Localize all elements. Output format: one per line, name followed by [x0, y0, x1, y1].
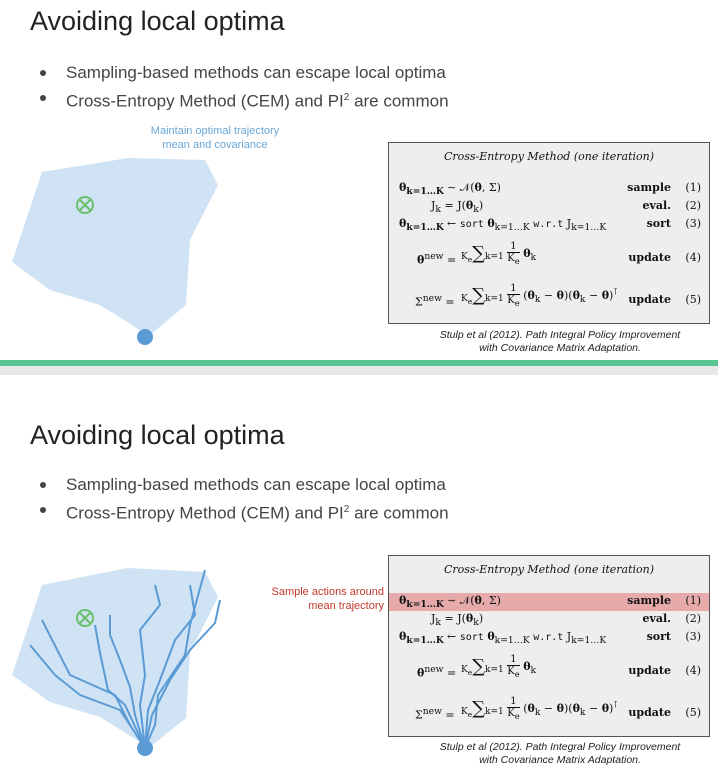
algorithm-step: $\theta_{k=1\dots K}$ ← sort $\theta_{k=1\dots K}$ w.r.t $J_{k=1\dots K}$ sort (3) — [399, 630, 701, 647]
algorithm-step-highlighted: $\theta_{k=1\dots K}$ ∼ 𝒩(θ, Σ) sample (1) — [389, 593, 709, 611]
slide-1 — [0, 0, 718, 360]
sampling-annotation: Sample actions around mean trajectory — [271, 586, 384, 612]
covariance-region — [12, 568, 218, 747]
covariance-region — [12, 158, 218, 335]
algorithm-step: $\theta_{k=1\dots K}$ ← sort $\theta_{k=1\dots K}$ w.r.t $J_{k=1\dots K}$ sort (3) — [399, 217, 701, 234]
slide-title: Avoiding local optima — [30, 420, 285, 450]
cem-algorithm-box: Cross-Entropy Method (one iteration) $\theta_{k=1\dots K}$ ∼ 𝒩(θ, Σ) sample (1) $J_k = J(\theta_k)$ eval. (2) $\theta_{k=1\dots K}$ ← sort $\theta_{k=1\dots K}$ w.r.t $J_{k=1\dots K}$ sort (3) $\theta^{new}$ = $K_e\sum k=1$ $\frac{1}{K_e}$ $\theta_k$ update (4) $\Sigma^{new}$ = $K_e\sum k=1$ $\frac{1}{K_e}$ $(\theta_k - \theta)(\theta_k - \theta)^⊺$ update (5) — [388, 142, 710, 324]
filled-circle-icon — [137, 740, 153, 756]
filled-circle-icon — [137, 329, 153, 345]
slide-title: Avoiding local optima — [30, 6, 285, 36]
algorithm-step: $\theta_{k=1\dots K}$ ∼ 𝒩(θ, Σ) sample (1) — [399, 181, 701, 198]
algorithm-step: $\Sigma^{new}$ = $K_e\sum k=1$ $\frac{1}{K_e}$ $(\theta_k - \theta)(\theta_k - \theta)^⊺$ update (5) — [415, 283, 701, 309]
bullet-item: Sampling-based methods can escape local optima — [40, 60, 449, 85]
bullet-item: Cross-Entropy Method (CEM) and $PI^2$ are common — [40, 497, 449, 522]
algorithm-step: $J_k = J(\theta_k)$ eval. (2) — [431, 199, 701, 216]
algorithm-step: $\theta^{new}$ = $K_e\sum k=1$ $\frac{1}{K_e}$ $\theta_k$ update (4) — [417, 654, 701, 680]
algorithm-step: $\theta^{new}$ = $K_e\sum k=1$ $\frac{1}{K_e}$ $\theta_k$ update (4) — [417, 241, 701, 267]
slide-divider — [0, 360, 718, 375]
cem-algorithm-box: Cross-Entropy Method (one iteration) $\theta_{k=1\dots K}$ ∼ 𝒩(θ, Σ) sample (1) $J_k = J(\theta_k)$ eval. (2) $\theta_{k=1\dots K}$ ← sort $\theta_{k=1\dots K}$ w.r.t $J_{k=1\dots K}$ sort (3) $\theta^{new}$ = $K_e\sum k=1$ $\frac{1}{K_e}$ $\theta_k$ update (4) $\Sigma^{new}$ = $K_e\sum k=1$ $\frac{1}{K_e}$ $(\theta_k - \theta)(\theta_k - \theta)^⊺$ update (5) — [388, 555, 710, 737]
bullet-item: Sampling-based methods can escape local optima — [40, 472, 449, 497]
trajectory-annotation: Maintain optimal trajectory mean and covariance — [150, 125, 280, 151]
citation-caption: Stulp et al (2012). Path Integral Policy Improvement with Covariance Matrix Adaptation. — [439, 741, 681, 766]
bullet-item: Cross-Entropy Method (CEM) and $PI^2$ are common — [40, 85, 449, 110]
algorithm-step: $\Sigma^{new}$ = $K_e\sum k=1$ $\frac{1}{K_e}$ $(\theta_k - \theta)(\theta_k - \theta)^⊺$ update (5) — [415, 696, 701, 722]
citation-caption: Stulp et al (2012). Path Integral Policy Improvement with Covariance Matrix Adaptation. — [439, 329, 681, 354]
algorithm-step: $J_k = J(\theta_k)$ eval. (2) — [431, 612, 701, 629]
slide-2 — [0, 375, 718, 768]
